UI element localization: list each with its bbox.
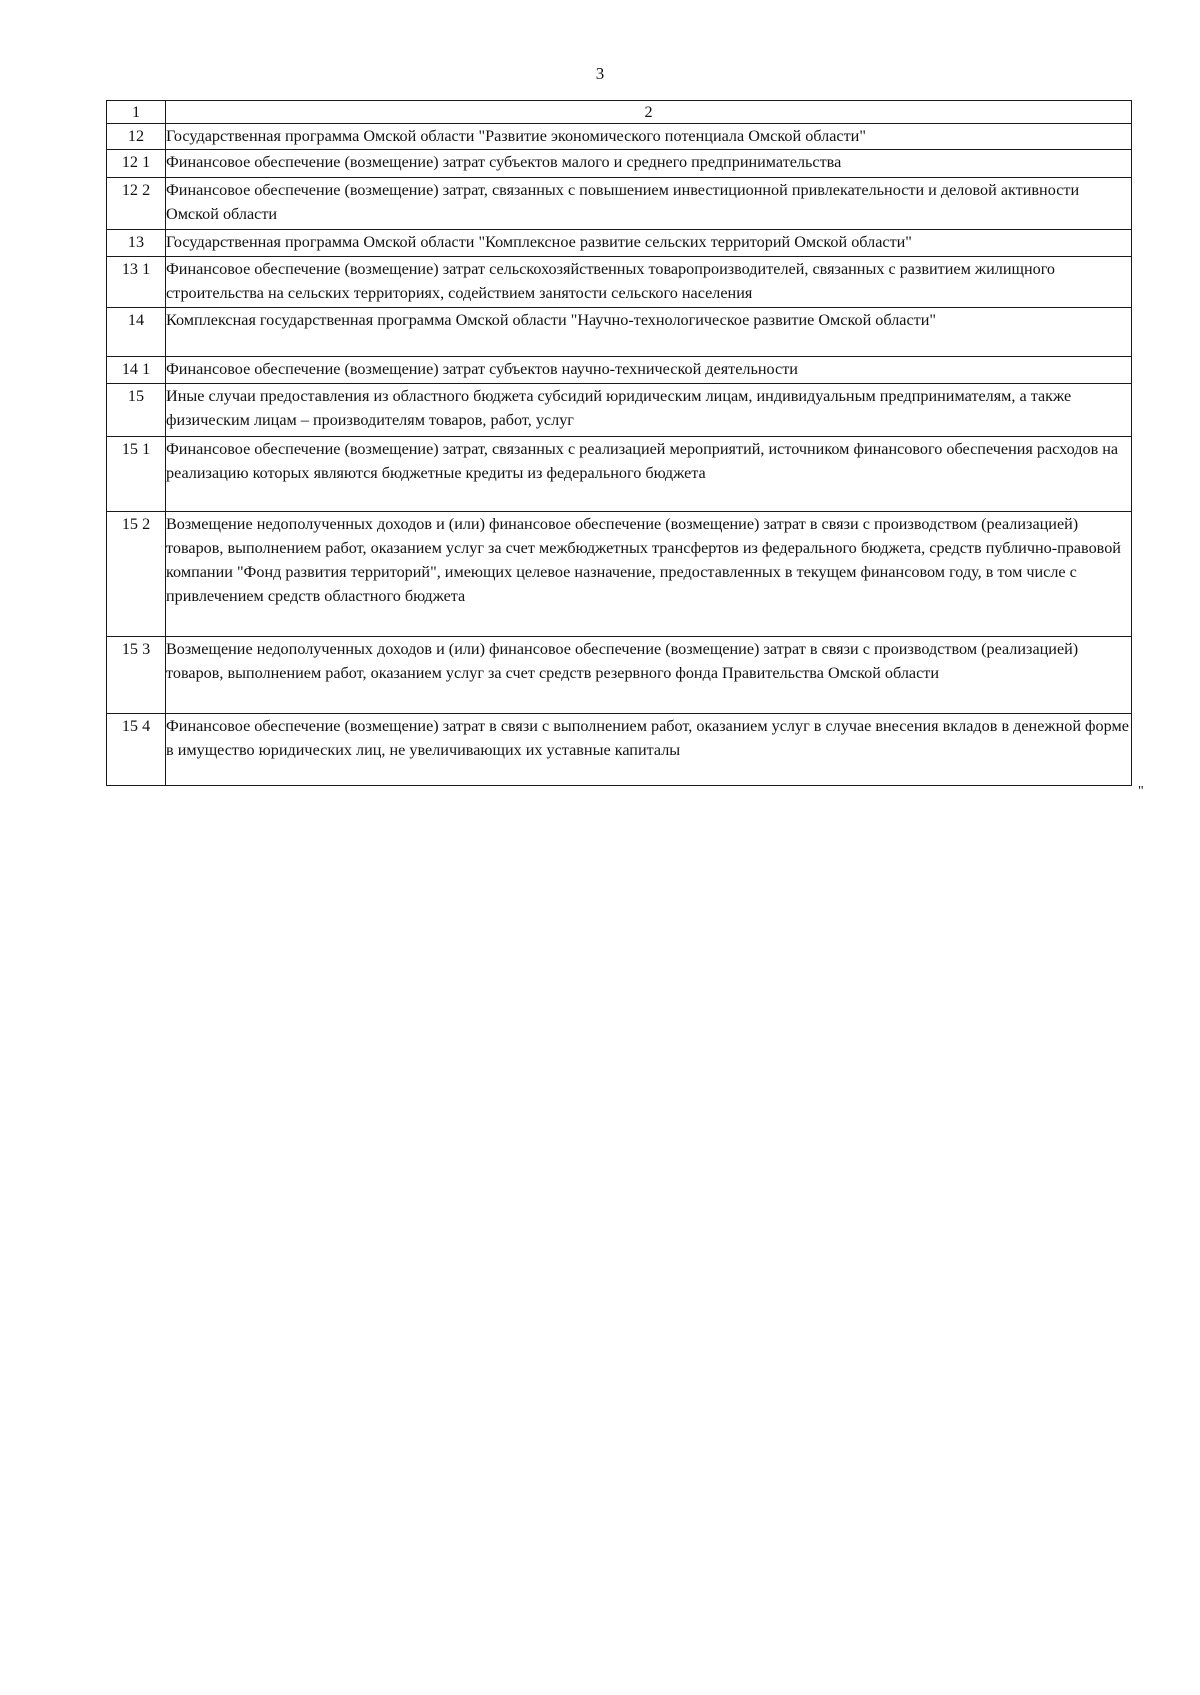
table-row [107, 384, 1132, 437]
row-text: Государственная программа Омской области "Развитие экономического потенциала Омской области" [166, 124, 1132, 150]
table-header-row [107, 101, 1132, 124]
row-text: Возмещение недополученных доходов и (или) финансовое обеспечение (возмещение) затрат в связи с производством (реализацией) товаров, выполнением работ, оказанием услуг за счет средств резервного фонда Правительства Омской области [166, 637, 1132, 714]
row-number: 15 2 [107, 512, 166, 637]
row-text: Финансовое обеспечение (возмещение) затрат субъектов научно-технической деятельности [166, 357, 1132, 384]
header-col-2: 2 [166, 101, 1132, 124]
row-text: Финансовое обеспечение (возмещение) затрат сельскохозяйственных товаропроизводителей, связанных с развитием жилищного строительства на сельских территориях, содействием занятости сельского населения [166, 257, 1132, 308]
row-number: 14 [107, 308, 166, 357]
table-row [107, 357, 1132, 384]
row-number: 13 [107, 230, 166, 257]
row-text: Финансовое обеспечение (возмещение) затрат, связанных с реализацией мероприятий, источником финансового обеспечения расходов на реализацию которых являются бюджетные кредиты из федерального бюджета [166, 437, 1132, 512]
row-number: 12 2 [107, 178, 166, 230]
table-row [107, 308, 1132, 357]
subsidy-table [106, 100, 1132, 786]
table-row [107, 437, 1132, 512]
table-row [107, 178, 1132, 230]
closing-quote: " [1138, 784, 1144, 799]
row-text: Финансовое обеспечение (возмещение) затрат, связанных с повышением инвестиционной привлекательности и деловой активности Омской области [166, 178, 1132, 230]
row-text: Финансовое обеспечение (возмещение) затрат в связи с выполнением работ, оказанием услуг в случае внесения вкладов в денежной форме в имущество юридических лиц, не увеличивающих их уставные капиталы [166, 714, 1132, 786]
table-row [107, 257, 1132, 308]
row-number: 15 4 [107, 714, 166, 786]
header-col-1: 1 [107, 101, 166, 124]
table-row [107, 124, 1132, 150]
row-text: Возмещение недополученных доходов и (или) финансовое обеспечение (возмещение) затрат в связи с производством (реализацией) товаров, выполнением работ, оказанием услуг за счет межбюджетных трансфертов из федерального бюджета, средств публично-правовой компании "Фонд развития территорий", имеющих целевое назначение, предоставленных в текущем финансовом году, в том числе с привлечением средств областного бюджета [166, 512, 1132, 637]
table-row [107, 150, 1132, 178]
row-number: 15 [107, 384, 166, 437]
row-text: Финансовое обеспечение (возмещение) затрат субъектов малого и среднего предпринимательства [166, 150, 1132, 178]
row-number: 15 1 [107, 437, 166, 512]
table-row [107, 637, 1132, 714]
row-text: Комплексная государственная программа Омской области "Научно-технологическое развитие Омской области" [166, 308, 1132, 357]
row-number: 12 1 [107, 150, 166, 178]
row-number: 12 [107, 124, 166, 150]
table-row [107, 512, 1132, 637]
row-text: Иные случаи предоставления из областного бюджета субсидий юридическим лицам, индивидуальным предпринимателям, а также физическим лицам – производителям товаров, работ, услуг [166, 384, 1132, 437]
table-row [107, 230, 1132, 257]
row-number: 13 1 [107, 257, 166, 308]
row-number: 14 1 [107, 357, 166, 384]
table-row [107, 714, 1132, 786]
row-number: 15 3 [107, 637, 166, 714]
page-number: 3 [595, 64, 605, 83]
row-text: Государственная программа Омской области "Комплексное развитие сельских территорий Омской области" [166, 230, 1132, 257]
